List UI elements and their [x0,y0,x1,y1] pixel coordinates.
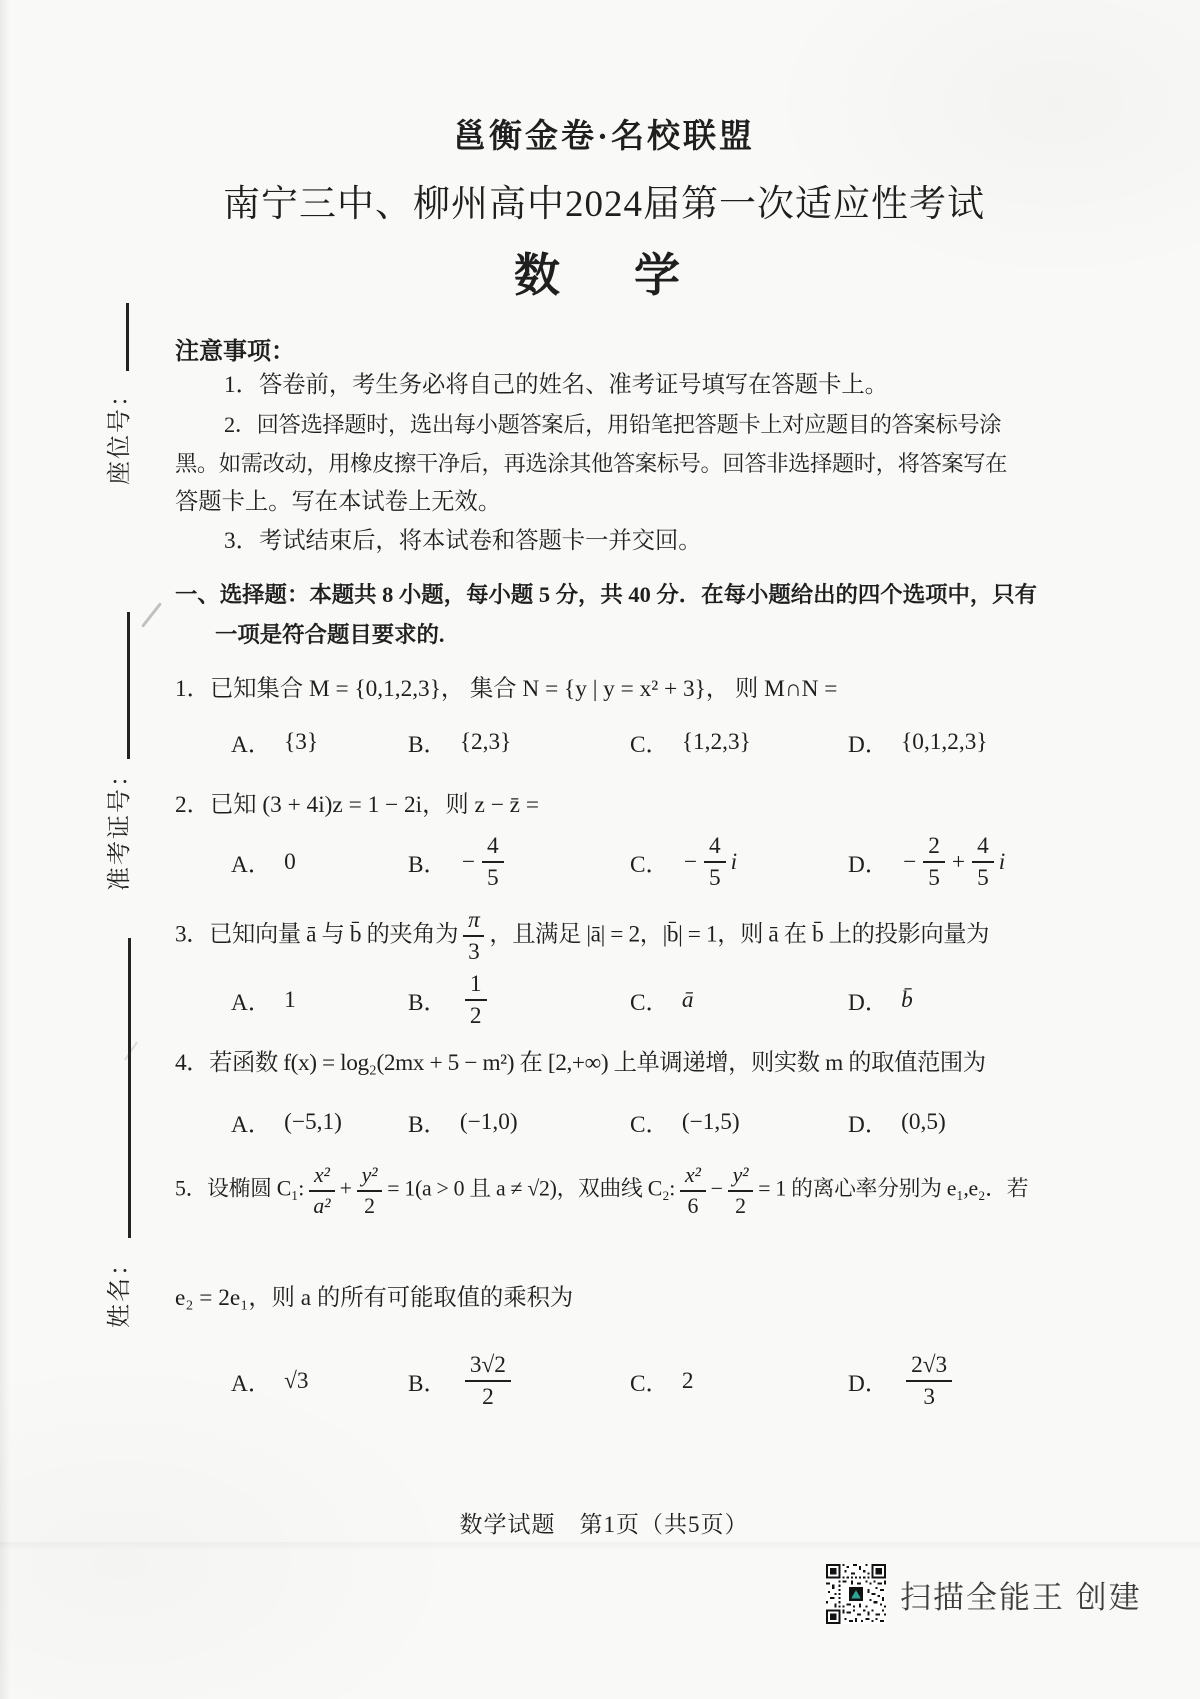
name-label: 姓名： [107,1250,133,1328]
option-label: A． [231,1112,272,1139]
question-1-option-d [848,725,1033,759]
question-3-option-b [408,971,630,1029]
plus-sign: + [951,848,966,875]
name-line [128,938,131,1238]
option-label: B． [408,732,447,758]
question-1-stem: 1．已知集合 M = {0,1,2,3}， 集合 N = {y | y = x² + 3}， 则 M∩N = [175,676,838,702]
fraction: $\frac{4}{5}$ [704,833,726,891]
fraction: $\frac{4}{5}$ [482,833,504,891]
option-value: 2 [681,1367,694,1394]
notice-item-3: 3．考试结束后，将本试卷和答题卡一并交回。 [224,528,702,554]
question-5-stem-mid: = 1(a > 0 且 a ≠ √2)，双曲线 C₂: [387,1176,675,1201]
exam-id-label: 准考证号： [107,761,133,891]
fraction: $\frac{\text{y²}}{2}$ [728,1163,754,1218]
question-5-stem-line-1 [175,1163,1033,1218]
question-5-stem-line-2: e₂ = 2e₁，则 a 的所有可能取值的乘积为 [175,1285,574,1312]
option-label: B． [408,1112,447,1139]
notice-heading: 注意事项： [175,339,295,365]
scan-crease [0,1542,1200,1551]
option-value: b̄ [901,986,913,1013]
minus-sign: − [461,848,475,875]
question-3-stem [175,907,1033,965]
fraction: 3√2 2 [465,1352,511,1410]
notice-item-2-line-3: 答题卡上。写在本试卷上无效。 [175,489,502,515]
minus-sign: − [903,848,917,875]
option-label: D． [848,852,889,879]
fraction: $\frac{\text{y²}}{2}$ [357,1163,383,1218]
question-4-options [175,1105,1033,1139]
scanner-credit-text: 扫描全能王 创建 [900,1579,1142,1615]
option-value: {2,3} [459,728,512,755]
option-value: ā [681,986,694,1013]
option-label: C． [630,852,669,879]
option-label: C． [630,732,669,758]
question-3-stem-pre: 3．已知向量 ā 与 b̄ 的夹角为 [175,921,459,948]
option-label: A． [231,1371,272,1398]
exam-session-title: 南宁三中、柳州高中2024届第一次适应性考试 [223,184,985,225]
option-label: A． [231,732,272,758]
option-label: D． [848,1371,889,1398]
question-4-option-d [848,1105,1033,1139]
option-label: C． [630,1112,669,1139]
option-value: √3 [284,1367,309,1394]
seat-number-label: 座位号： [107,381,133,485]
option-label: A． [231,852,272,879]
option-value: {3} [284,728,319,755]
imaginary-unit: i [998,848,1006,875]
fraction: 2√3 3 [906,1352,952,1410]
section-1-heading-line-1: 一、选择题：本题共 8 小题，每小题 5 分，共 40 分．在每小题给出的四个选项中，只有 [175,582,1038,607]
option-label: B． [408,990,447,1017]
question-1-options [175,725,1033,759]
option-label: D． [848,1112,889,1139]
question-5-stem-pre: 5．设椭圆 C₁: [175,1176,305,1201]
option-value: 0 [284,848,296,875]
question-5-option-c [630,1364,848,1398]
question-1-option-c [630,725,848,759]
question-3-option-d [848,983,1033,1017]
question-2-option-a [231,845,408,879]
option-value: (−1,5) [681,1108,740,1135]
question-4-option-a [231,1105,408,1139]
imaginary-unit: i [730,848,738,875]
minus-sign: − [683,848,697,875]
question-5-options [175,1352,1033,1410]
notice-item-2-line-2: 黑。如需改动，用橡皮擦干净后，再选涂其他答案标号。回答非选择题时，将答案写在 [175,451,1008,476]
question-2-options [175,833,1033,891]
question-3-stem-post: ，且满足 |ā| = 2，|b̄| = 1，则 ā 在 b̄ 上的投影向量为 [489,921,990,948]
fraction: $\frac{\text{x²}}{6}$ [680,1163,706,1218]
seat-number-line [126,303,129,371]
question-2-stem: 2．已知 (3 + 4i)z = 1 − 2i，则 z − z̄ = [175,792,539,818]
section-1-heading-line-2: 一项是符合题目要求的. [215,622,445,647]
question-4-option-c [630,1105,848,1139]
question-2-option-c [630,833,848,891]
option-label: D． [848,732,889,758]
question-4-stem: 4．若函数 f(x) = log₂(2mx + 5 − m²) 在 [2,+∞) 上单调递增，则实数 m 的取值范围为 [175,1050,986,1077]
question-2-option-d [848,833,1033,891]
exam-id-line [127,612,130,759]
scan-scratch-mark [141,602,162,627]
fraction: $\frac{\pi}{3}$ [463,907,484,965]
exam-brand-title: 邕衡金卷·名校联盟 [452,119,755,155]
plus-sign: + [339,1176,352,1201]
minus-sign: − [710,1176,723,1201]
question-4-option-b [408,1105,630,1139]
option-label: D． [848,990,889,1017]
option-value: {0,1,2,3} [901,728,988,755]
fraction: 1 2 [465,971,487,1029]
option-label: A． [231,990,272,1017]
subject-title: 数 学 [514,250,694,301]
option-value: 1 [284,986,296,1013]
page-footer: 数学试题 第1页（共5页） [459,1512,749,1537]
question-2-option-b [408,833,630,891]
question-5-stem-end: = 1 的离心率分别为 e₁,e₂．若 [758,1176,1029,1201]
question-1-option-b [408,725,630,759]
qr-code [826,1563,886,1625]
scanner-credit-block [826,1563,1142,1625]
question-5-option-a [231,1364,408,1398]
option-label: B． [408,852,447,879]
question-3-options [175,971,1033,1029]
fraction: $\frac{\text{x²}}{\text{a²}}$ [309,1163,335,1218]
option-value: (−1,0) [459,1108,518,1135]
notice-item-1: 1．答卷前，考生务必将自己的姓名、准考证号填写在答题卡上。 [224,372,888,398]
question-1-option-a [231,725,408,759]
question-5-option-b [408,1352,630,1410]
scan-scratch-mark [124,1041,138,1060]
question-3-option-a [231,983,408,1017]
option-label: C． [630,990,669,1017]
question-3-option-c [630,983,848,1017]
fraction: $\frac{2}{5}$ [923,833,945,891]
option-value: (−5,1) [284,1108,342,1135]
exam-body [175,98,1038,1411]
fraction: $\frac{4}{5}$ [972,833,994,891]
option-label: B． [408,1371,447,1398]
option-label: C． [630,1371,669,1398]
option-value: {1,2,3} [681,728,751,755]
question-5-option-d [848,1352,1033,1410]
option-value: (0,5) [901,1108,946,1135]
notice-item-2-line-1: 2．回答选择题时，选出每小题答案后，用铅笔把答题卡上对应题目的答案标号涂 [224,412,1002,437]
